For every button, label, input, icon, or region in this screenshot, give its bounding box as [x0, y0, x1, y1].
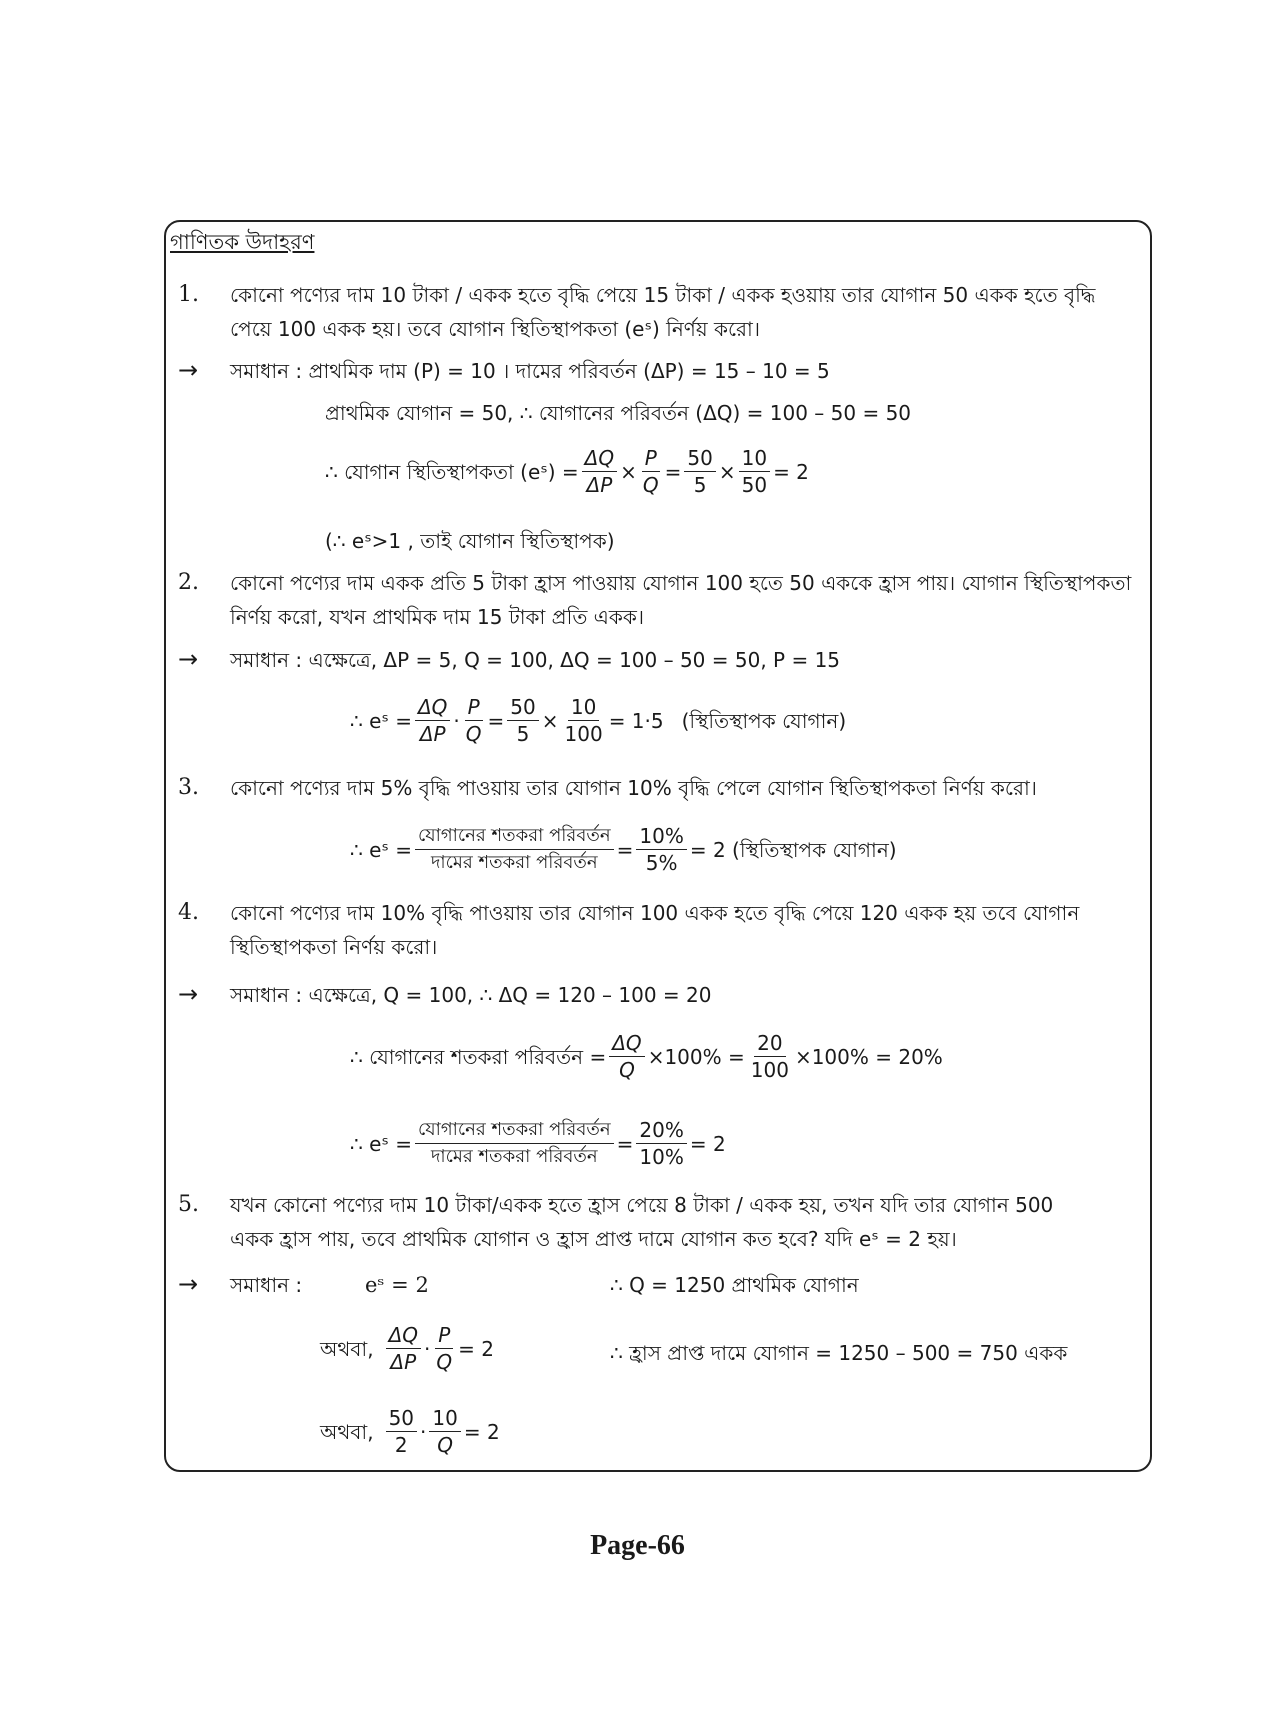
solution-line: সমাধান : এক্ষেত্রে, Q = 100, ∴ ΔQ = 120 – 100 = 20 [230, 983, 712, 1007]
question-text: কোনো পণ্যের দাম 10% বৃদ্ধি পাওয়ায় তার যোগান 100 একক হতে বৃদ্ধি পেয়ে 120 একক হয় তবে যোগান [230, 901, 1080, 925]
solution-equation: অথবা, $\frac{50}{2}$ · $\frac{10}{Q}$ = 2 [320, 1406, 500, 1457]
solution-line: ∴ Q = 1250 প্রাথমিক যোগান [610, 1273, 859, 1297]
question-number: 2. [178, 570, 199, 595]
arrow-icon: → [178, 645, 199, 673]
question-text: স্থিতিস্থাপকতা নির্ণয় করো। [230, 935, 438, 959]
solution-equation: ∴ eˢ = $\frac{\text{যোগানের শতকরা পরিবর্তন}}{\text{দামের শতকরা পরিবর্তন}}$ = $\frac{20\%}{10\%}$ = 2 [350, 1118, 726, 1169]
section-heading: গাণিতক উদাহরণ [170, 230, 315, 254]
question-text: কোনো পণ্যের দাম 5% বৃদ্ধি পাওয়ায় তার যোগান 10% বৃদ্ধি পেলে যোগান স্থিতিস্থাপকতা নির্ণয় করো। [230, 776, 1037, 800]
question-number: 5. [178, 1192, 199, 1217]
solution-line: প্রাথমিক যোগান = 50, ∴ যোগানের পরিবর্তন (ΔQ) = 100 – 50 = 50 [325, 401, 912, 425]
question-text: একক হ্রাস পায়, তবে প্রাথমিক যোগান ও হ্রাস প্রাপ্ত দামে যোগান কত হবে? যদি eˢ = 2 হয়। [230, 1227, 957, 1251]
arrow-icon: → [178, 980, 199, 1008]
question-text: কোনো পণ্যের দাম একক প্রতি 5 টাকা হ্রাস পাওয়ায় যোগান 100 হতে 50 এককে হ্রাস পায়। যোগান স্থিতিস্থাপকতা [230, 571, 1132, 595]
question-number: 1. [178, 282, 199, 307]
solution-equation: ∴ যোগান স্থিতিস্থাপকতা (eˢ) = $\frac{\Delta Q}{\Delta P}$ × $\frac{P}{Q}$ = $\frac{50}{5}$ × $\frac{10}{50}$ = 2 [325, 446, 809, 497]
solution-line: সমাধান : প্রাথমিক দাম (P) = 10 । দামের পরিবর্তন (ΔP) = 15 – 10 = 5 [230, 359, 830, 383]
solution-equation: ∴ যোগানের শতকরা পরিবর্তন = $\frac{\Delta Q}{Q}$ ×100% = $\frac{20}{100}$ ×100% = 20% [350, 1031, 943, 1082]
solution-equation: ∴ eˢ = $\frac{\Delta Q}{\Delta P}$ · $\frac{P}{Q}$ = $\frac{50}{5}$ × $\frac{10}{100}$ = 1·5 (স্থিতিস্থাপক যোগান) [350, 695, 847, 746]
question-number: 3. [178, 775, 199, 800]
question-number: 4. [178, 900, 199, 925]
solution-line: eˢ = 2 [365, 1273, 429, 1297]
solution-equation: ∴ eˢ = $\frac{\text{যোগানের শতকরা পরিবর্তন}}{\text{দামের শতকরা পরিবর্তন}}$ = $\frac{10\%}{5\%}$ = 2 (স্থিতিস্থাপক যোগান) [350, 824, 897, 875]
solution-equation: অথবা, $\frac{\Delta Q}{\Delta P}$ · $\frac{P}{Q}$ = 2 [320, 1323, 494, 1374]
solution-line: ∴ হ্রাস প্রাপ্ত দামে যোগান = 1250 – 500 = 750 একক [610, 1341, 1068, 1365]
solution-line: (∴ eˢ>1 , তাই যোগান স্থিতিস্থাপক) [325, 529, 615, 553]
question-text: নির্ণয় করো, যখন প্রাথমিক দাম 15 টাকা প্রতি একক। [230, 605, 645, 629]
question-text: যখন কোনো পণ্যের দাম 10 টাকা/একক হতে হ্রাস পেয়ে 8 টাকা / একক হয়, তখন যদি তার যোগান 500 [230, 1193, 1054, 1217]
solution-line: সমাধান : এক্ষেত্রে, ΔP = 5, Q = 100, ΔQ = 100 – 50 = 50, P = 15 [230, 648, 841, 672]
question-text: পেয়ে 100 একক হয়। তবে যোগান স্থিতিস্থাপকতা (eˢ) নির্ণয় করো। [230, 317, 760, 341]
page-number: Page-66 [590, 1530, 685, 1561]
question-text: কোনো পণ্যের দাম 10 টাকা / একক হতে বৃদ্ধি পেয়ে 15 টাকা / একক হওয়ায় তার যোগান 50 একক হতে বৃদ্ধি [230, 283, 1096, 307]
arrow-icon: → [178, 356, 199, 384]
solution-label: সমাধান : [230, 1273, 303, 1297]
arrow-icon: → [178, 1270, 199, 1298]
